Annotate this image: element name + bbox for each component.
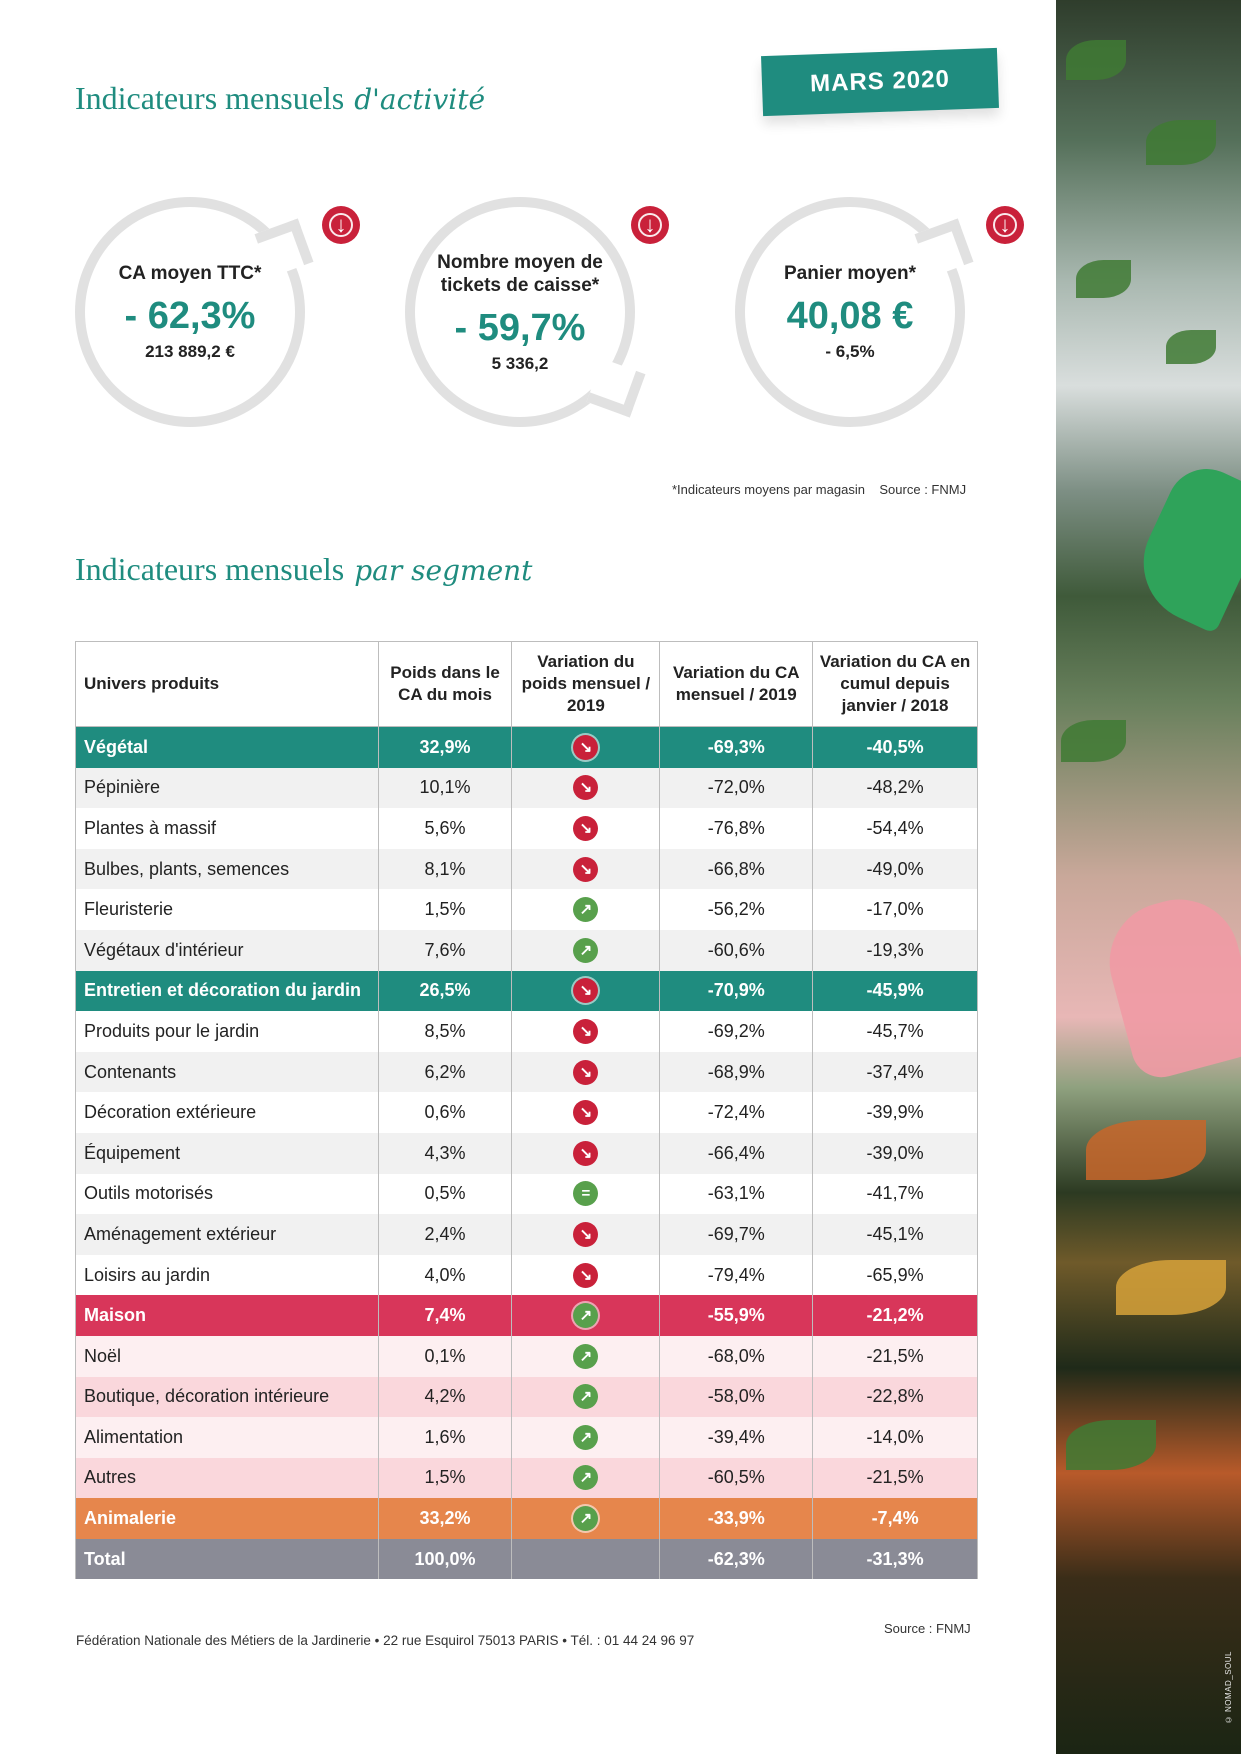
column-header: Poids dans le CA du mois [378,642,512,727]
row-name: Bulbes, plants, semences [76,849,379,890]
kpi-note: *Indicateurs moyens par magasin [672,482,865,497]
row-ca-variation: -58,0% [660,1377,813,1418]
row-ca-variation: -69,7% [660,1214,813,1255]
row-cumul-variation: -45,1% [813,1214,978,1255]
row-trend [512,1052,660,1093]
kpi-label: Nombre moyen de tickets de caisse* [437,251,603,296]
kpi-label: CA moyen TTC* [118,263,262,284]
row-trend [512,1336,660,1377]
row-cumul-variation: -65,9% [813,1255,978,1296]
trend-down-icon: ↘ [573,1019,598,1044]
row-cumul-variation: -19,3% [813,930,978,971]
row-cumul-variation: -39,0% [813,1133,978,1174]
row-weight: 8,1% [378,849,512,890]
trend-equal-icon: = [573,1181,598,1206]
table-group-row [76,1539,978,1580]
row-trend [512,1498,660,1539]
row-ca-variation: -72,4% [660,1092,813,1133]
row-weight: 10,1% [378,768,512,809]
row-name: Décoration extérieure [76,1092,379,1133]
row-name: Alimentation [76,1417,379,1458]
row-weight: 1,5% [378,1458,512,1499]
row-cumul-variation: -45,9% [813,971,978,1012]
table-row [76,1092,978,1133]
table-group-row [76,727,978,768]
page-title [75,80,485,117]
trend-down-icon: ↘ [573,816,598,841]
row-cumul-variation: -21,5% [813,1336,978,1377]
row-name: Entretien et décoration du jardin [76,971,379,1012]
row-ca-variation: -72,0% [660,768,813,809]
table-row [76,1011,978,1052]
row-weight: 4,2% [378,1377,512,1418]
column-header: Variation du CA en cumul depuis janvier / 2018 [813,642,978,727]
table-group-row [76,971,978,1012]
table-source: Source : FNMJ [884,1621,971,1636]
row-name: Contenants [76,1052,379,1093]
row-ca-variation: -63,1% [660,1174,813,1215]
trend-down-icon: ↘ [573,1100,598,1125]
column-header: Variation du CA mensuel / 2019 [660,642,813,727]
row-weight: 0,5% [378,1174,512,1215]
trend-up-icon: ↗ [573,1506,598,1531]
row-trend [512,1133,660,1174]
row-weight: 2,4% [378,1214,512,1255]
row-weight: 32,9% [378,727,512,768]
row-name: Total [76,1539,379,1580]
row-ca-variation: -68,0% [660,1336,813,1377]
row-weight: 33,2% [378,1498,512,1539]
row-name: Produits pour le jardin [76,1011,379,1052]
row-name: Équipement [76,1133,379,1174]
table-row [76,849,978,890]
table-group-row [76,1295,978,1336]
row-cumul-variation: -54,4% [813,808,978,849]
kpi-value: - 62,3% [124,295,256,337]
row-weight: 100,0% [378,1539,512,1580]
row-ca-variation: -76,8% [660,808,813,849]
kpi-subvalue: - 6,5% [825,342,875,361]
row-cumul-variation: -21,5% [813,1458,978,1499]
row-name: Animalerie [76,1498,379,1539]
row-ca-variation: -55,9% [660,1295,813,1336]
row-name: Loisirs au jardin [76,1255,379,1296]
row-cumul-variation: -14,0% [813,1417,978,1458]
table-row [76,1458,978,1499]
row-trend [512,849,660,890]
row-trend [512,889,660,930]
trend-up-icon: ↗ [573,1425,598,1450]
table-row [76,1174,978,1215]
row-name: Outils motorisés [76,1174,379,1215]
row-weight: 4,0% [378,1255,512,1296]
trend-down-icon: ↘ [573,1263,598,1288]
trend-down-icon: ↘ [573,735,598,760]
row-name: Noël [76,1336,379,1377]
row-weight: 7,4% [378,1295,512,1336]
table-row [76,808,978,849]
table-row [76,1377,978,1418]
table-row [76,1417,978,1458]
trend-up-icon: ↗ [573,897,598,922]
photo-credit: © NOMAD_SOUL [1224,1650,1233,1724]
trend-up-icon: ↗ [573,938,598,963]
kpi-subvalue: 5 336,2 [491,353,549,373]
row-ca-variation: -60,6% [660,930,813,971]
row-ca-variation: -39,4% [660,1417,813,1458]
kpi-panier [735,197,965,427]
row-name: Fleuristerie [76,889,379,930]
column-header: Univers produits [76,642,379,727]
row-ca-variation: -69,2% [660,1011,813,1052]
row-cumul-variation: -21,2% [813,1295,978,1336]
row-ca-variation: -66,8% [660,849,813,890]
row-ca-variation: -66,4% [660,1133,813,1174]
row-name: Aménagement extérieur [76,1214,379,1255]
row-name: Plantes à massif [76,808,379,849]
row-cumul-variation: -7,4% [813,1498,978,1539]
row-cumul-variation: -48,2% [813,768,978,809]
period-badge: MARS 2020 [761,48,999,116]
footer-address: Fédération Nationale des Métiers de la Jardinerie • 22 rue Esquirol 75013 PARIS • Tél. : 01 44 24 96 97 [76,1633,695,1648]
row-cumul-variation: -49,0% [813,849,978,890]
row-trend [512,971,660,1012]
segment-title-script: par segment [354,554,533,587]
row-weight: 4,3% [378,1133,512,1174]
table-row [76,1133,978,1174]
down-arrow-icon: ↓ [986,206,1024,244]
row-weight: 0,1% [378,1336,512,1377]
segment-title-plain: Indicateurs mensuels [75,551,345,587]
row-weight: 8,5% [378,1011,512,1052]
down-arrow-icon: ↓ [631,206,669,244]
kpi-value: - 59,7% [454,306,586,349]
row-trend [512,808,660,849]
row-cumul-variation: -45,7% [813,1011,978,1052]
table-group-row [76,1498,978,1539]
row-trend [512,1539,660,1580]
row-cumul-variation: -31,3% [813,1539,978,1580]
row-name: Végétal [76,727,379,768]
row-weight: 6,2% [378,1052,512,1093]
row-cumul-variation: -40,5% [813,727,978,768]
table-row [76,768,978,809]
table-row [76,1214,978,1255]
table-row [76,889,978,930]
row-name: Autres [76,1458,379,1499]
table-row [76,930,978,971]
row-trend [512,1417,660,1458]
kpi-subvalue: 213 889,2 € [145,342,235,361]
trend-up-icon: ↗ [573,1465,598,1490]
row-ca-variation: -56,2% [660,889,813,930]
row-cumul-variation: -37,4% [813,1052,978,1093]
row-trend [512,1377,660,1418]
row-name: Pépinière [76,768,379,809]
row-ca-variation: -68,9% [660,1052,813,1093]
row-ca-variation: -33,9% [660,1498,813,1539]
decorative-photo [1056,0,1241,1754]
kpi-tickets [405,197,635,427]
row-ca-variation: -69,3% [660,727,813,768]
trend-down-icon: ↘ [573,857,598,882]
row-trend [512,1174,660,1215]
trend-down-icon: ↘ [573,1060,598,1085]
trend-down-icon: ↘ [573,775,598,800]
row-cumul-variation: -17,0% [813,889,978,930]
trend-down-icon: ↘ [573,978,598,1003]
table-row [76,1336,978,1377]
row-ca-variation: -79,4% [660,1255,813,1296]
row-weight: 5,6% [378,808,512,849]
row-ca-variation: -70,9% [660,971,813,1012]
row-cumul-variation: -41,7% [813,1174,978,1215]
trend-down-icon: ↘ [573,1141,598,1166]
trend-up-icon: ↗ [573,1303,598,1328]
table-row [76,1052,978,1093]
row-trend [512,1295,660,1336]
down-arrow-icon: ↓ [322,206,360,244]
row-trend [512,727,660,768]
row-weight: 1,5% [378,889,512,930]
row-trend [512,1255,660,1296]
row-cumul-variation: -22,8% [813,1377,978,1418]
kpi-value: 40,08 € [786,295,914,337]
row-cumul-variation: -39,9% [813,1092,978,1133]
kpi-source: Source : FNMJ [879,482,967,497]
page-title-plain: Indicateurs mensuels [75,80,345,116]
column-header: Variation du poids mensuel / 2019 [512,642,660,727]
segment-table [75,641,978,1579]
row-name: Boutique, décoration intérieure [76,1377,379,1418]
row-trend [512,768,660,809]
row-name: Maison [76,1295,379,1336]
row-trend [512,930,660,971]
row-weight: 0,6% [378,1092,512,1133]
kpi-ca-moyen [75,197,305,427]
page-title-script: d'activité [354,83,486,116]
row-weight: 26,5% [378,971,512,1012]
row-trend [512,1092,660,1133]
trend-up-icon: ↗ [573,1384,598,1409]
trend-up-icon: ↗ [573,1344,598,1369]
row-trend [512,1011,660,1052]
row-weight: 1,6% [378,1417,512,1458]
row-weight: 7,6% [378,930,512,971]
row-trend [512,1214,660,1255]
table-header-row [76,642,978,727]
row-name: Végétaux d'intérieur [76,930,379,971]
row-ca-variation: -62,3% [660,1539,813,1580]
row-ca-variation: -60,5% [660,1458,813,1499]
trend-down-icon: ↘ [573,1222,598,1247]
row-trend [512,1458,660,1499]
kpi-label: Panier moyen* [784,263,916,284]
table-row [76,1255,978,1296]
kpi-footnote [672,482,966,497]
segment-title [75,551,532,588]
